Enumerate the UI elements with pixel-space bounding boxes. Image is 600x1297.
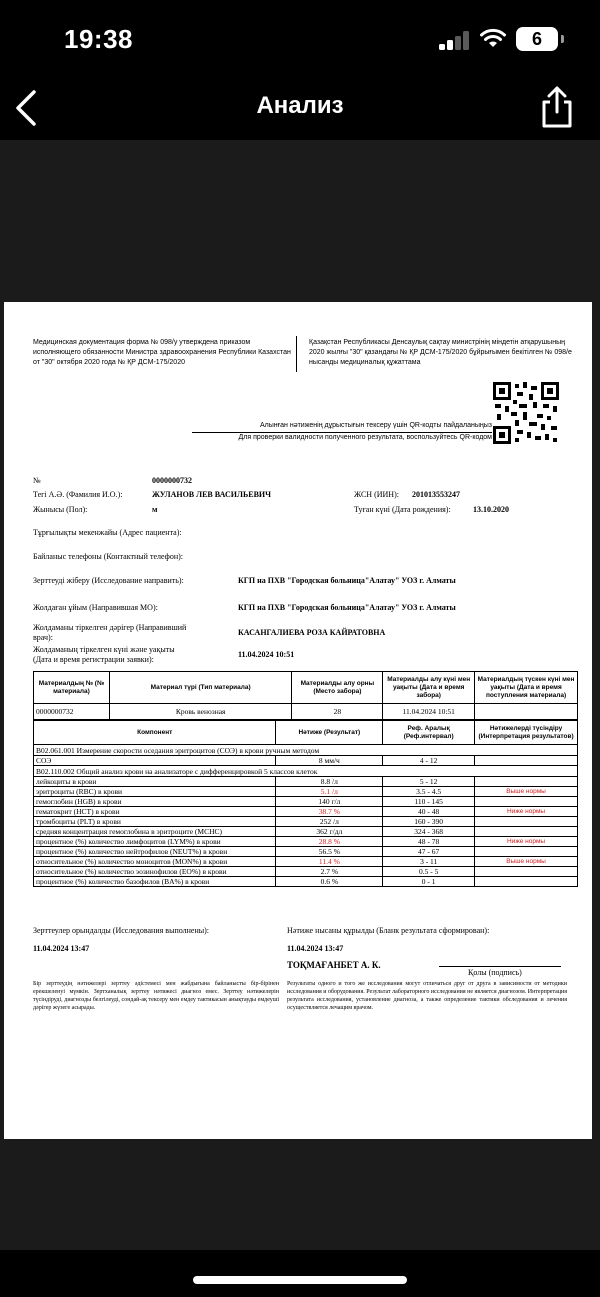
home-indicator[interactable] <box>193 1276 407 1284</box>
component-cell: лейкоциты в крови <box>34 777 276 787</box>
signature-line <box>439 966 561 967</box>
component-cell: относительное (%) количество моноцитов (MON%) в крови <box>34 857 276 867</box>
result-row <box>34 777 578 787</box>
reference-cell: 48 - 78 <box>383 837 475 847</box>
material-type-header: Материал түрі (Тип материала) <box>109 672 292 704</box>
material-date-cell: 11.04.2024 10:51 <box>383 704 475 720</box>
doctor-label <box>33 623 186 643</box>
reference-cell: 47 - 67 <box>383 847 475 857</box>
header-divider <box>296 336 297 372</box>
component-cell: СОЭ <box>34 756 276 766</box>
result-row <box>34 877 578 887</box>
referring-value: КГП на ПХВ "Городская больница"Алатау" УОЗ г. Алматы <box>238 603 456 612</box>
material-table-header <box>34 672 578 704</box>
phone-label: Байланыс телефоны (Контактный телефон): <box>33 552 183 561</box>
component-cell: относительное (%) количество эозинофилов (EO%) в крови <box>34 867 276 877</box>
nav-bar <box>0 80 600 138</box>
signal-icon <box>439 30 469 50</box>
result-row <box>34 857 578 867</box>
material-received-header: Материалдың түскен күні мен уақыты (Дата и время поступления материала) <box>475 672 578 704</box>
interpretation-cell: Выше нормы <box>475 787 578 797</box>
material-table-row <box>34 704 578 720</box>
footnote-ru: Результаты одного и того же исследования могут отличаться друг от друга в зависимости от методики исследования и оборудования. Результат лабораторного исследования не является диагнозом. Интерпретация результата исследования, установление диагноза, а также определение тактики обследования и лечения осуществляется лечащим врачом. <box>287 981 567 1011</box>
material-number-header: Материалдың № (№ материала) <box>34 672 110 704</box>
result-row <box>34 827 578 837</box>
reference-cell: 160 - 390 <box>383 817 475 827</box>
reference-cell: 5 - 12 <box>383 777 475 787</box>
done-date: 11.04.2024 13:47 <box>33 944 90 953</box>
material-table <box>33 671 578 720</box>
reference-cell: 110 - 145 <box>383 797 475 807</box>
result-cell: 8.8 /л <box>276 777 383 787</box>
result-cell: 8 мм/ч <box>276 756 383 766</box>
wifi-icon <box>479 27 507 49</box>
reference-cell: 0 - 1 <box>383 877 475 887</box>
name-label: Тегі А.Ә. (Фамилия И.О.): <box>33 490 123 499</box>
reg-label-line-1: Жолдаманың тіркелген күні және уақыты <box>33 645 175 654</box>
material-number-cell: 0000000732 <box>34 704 110 720</box>
material-date-header: Материалды алу күні мен уақыты (Дата и время забора) <box>383 672 475 704</box>
reference-cell: 4 - 12 <box>383 756 475 766</box>
reg-label-line-2: (Дата и время регистрации заявки): <box>33 655 154 664</box>
result-row <box>34 787 578 797</box>
done-label: Зерттеулер орындалды (Исследования выполнены): <box>33 926 209 935</box>
header-left-text: Медицинская документация форма № 098/у утверждена приказом исполняющего обязанности Министра здравоохранения Республики Казахстан от "30" октября 2020 года № ҚР ДСМ-175/2020 <box>33 339 291 366</box>
result-cell: 2.7 % <box>276 867 383 877</box>
result-cell: 56.5 % <box>276 847 383 857</box>
signature-label: Қолы (подпись) <box>468 968 522 977</box>
status-time: 19:38 <box>64 24 133 54</box>
result-cell: 0.6 % <box>276 877 383 887</box>
interpretation-cell <box>475 867 578 877</box>
interpretation-cell <box>475 827 578 837</box>
doctor-value: КАСАНГАЛИЕВА РОЗА КАЙРАТОВНА <box>238 628 386 637</box>
component-cell: процентное (%) количество лимфоцитов (LYM%) в крови <box>34 837 276 847</box>
result-cell: 362 г/дл <box>276 827 383 837</box>
name-value: ЖУЛАНОВ ЛЕВ ВАСИЛЬЕВИЧ <box>152 490 271 499</box>
component-cell: процентное (%) количество нейтрофилов (NEUT%) в крови <box>34 847 276 857</box>
result-cell: 140 г/л <box>276 797 383 807</box>
result-cell: 252 /л <box>276 817 383 827</box>
material-place-header: Материалды алу орны (Место забора) <box>292 672 383 704</box>
interpretation-cell: Ниже нормы <box>475 837 578 847</box>
interpretation-cell <box>475 817 578 827</box>
status-bar <box>0 0 600 80</box>
qr-note-kz: Алынған нәтиженің дұрыстығын тексеру үшін QR-кодты пайдаланыңыз <box>259 422 492 429</box>
interpretation-cell: Ниже нормы <box>475 807 578 817</box>
component-cell: процентное (%) количество базофилов (BA%) в крови <box>34 877 276 887</box>
result-cell: 5.1 /л <box>276 787 383 797</box>
analysis-document <box>4 302 592 1139</box>
interpretation-header: Нәтижелерді түсіндіру (Интерпретация результатов) <box>475 721 578 745</box>
sent-value: КГП на ПХВ "Городская больница"Алатау" УОЗ г. Алматы <box>238 576 456 585</box>
reference-cell: 3 - 11 <box>383 857 475 867</box>
results-table <box>33 720 578 887</box>
reference-cell: 40 - 48 <box>383 807 475 817</box>
result-row <box>34 817 578 827</box>
share-icon[interactable] <box>538 84 576 130</box>
material-place-cell: 28 <box>292 704 383 720</box>
section-row <box>34 745 578 756</box>
component-header: Компонент <box>34 721 276 745</box>
sex-label: Жынысы (Пол): <box>33 505 88 514</box>
section-row <box>34 766 578 777</box>
qr-code <box>493 382 559 444</box>
number-value: 0000000732 <box>152 476 192 485</box>
dob-label: Туған күні (Дата рождения): <box>354 505 451 514</box>
reg-label <box>33 645 175 665</box>
result-row <box>34 867 578 877</box>
interpretation-cell: Выше нормы <box>475 857 578 867</box>
result-cell: 38.7 % <box>276 807 383 817</box>
component-cell: гематокрит (HCT) в крови <box>34 807 276 817</box>
qr-note-ru: Для проверки валидности полученного результата, воспользуйтесь QR-кодом <box>192 432 492 441</box>
result-cell: 11.4 % <box>276 857 383 867</box>
battery-indicator: 6 <box>516 27 558 51</box>
number-label: № <box>33 476 41 485</box>
interpretation-cell <box>475 877 578 887</box>
section-title: B02.061.001 Измерение скорости оседания эритроцитов (СОЭ) в крови ручным методом <box>34 745 578 756</box>
iin-label: ЖСН (ИИН): <box>354 490 399 499</box>
material-received-cell <box>475 704 578 720</box>
header-right-text: Қазақстан Республикасы Денсаулық сақтау министрінің міндетін атқарушының 2020 жылғы "30" қазандағы № ҚР ДСМ-175/2020 бұйрығымен бекітілген № 098/е нысанды медициналық құжаттама <box>309 339 572 366</box>
document-viewer[interactable] <box>0 140 600 1250</box>
result-row <box>34 797 578 807</box>
section-title: B02.110.002 Общий анализ крови на анализаторе с дифференцировкой 5 классов клеток <box>34 766 578 777</box>
signer-name: ТОҚМАҒАНБЕТ А. К. <box>287 960 381 970</box>
doctor-label-line-1: Жолдаманы тіркелген дәрігер (Направивший <box>33 623 187 632</box>
result-header: Нәтиже (Результат) <box>276 721 383 745</box>
result-row <box>34 756 578 766</box>
address-label: Тұрғылықты мекенжайы (Адрес пациента): <box>33 528 182 537</box>
material-type-cell: Кровь венозная <box>109 704 292 720</box>
referring-label: Жолдаған ұйым (Направившая МО): <box>33 603 158 612</box>
reg-date-value: 11.04.2024 10:51 <box>238 650 295 659</box>
doctor-label-line-2: врач): <box>33 633 53 642</box>
dob-value: 13.10.2020 <box>473 505 509 514</box>
result-cell: 28.8 % <box>276 837 383 847</box>
sex-value: м <box>152 505 158 514</box>
result-row <box>34 807 578 817</box>
formed-label: Нәтиже нысаны құрылды (Бланк результата сформирован): <box>287 926 490 935</box>
reference-header: Реф. Аралық (Реф.интервал) <box>383 721 475 745</box>
results-table-header <box>34 721 578 745</box>
component-cell: эритроциты (RBC) в крови <box>34 787 276 797</box>
sent-label: Зерттеуді жіберу (Исследование направить): <box>33 576 184 585</box>
iin-value: 201013553247 <box>412 490 460 499</box>
battery-nub <box>561 35 564 43</box>
interpretation-cell <box>475 797 578 807</box>
component-cell: гемоглобин (HGB) в крови <box>34 797 276 807</box>
reference-cell: 0.5 - 5 <box>383 867 475 877</box>
interpretation-cell <box>475 777 578 787</box>
footnote-kz: Бір зерттеудің нәтижелері зерттеу әдістемесі мен жабдығына байланысты бір-бірінен ерекшеленуі мүмкін. Зертханалық зерттеу нәтижесі диагноз емес. Зерттеу нәтижелерін түсіндіруді, диагнозды белгілеуді, сондай-ақ тексеру мен емдеу тактикасын анықтауды емдеуші дәрігер жүзеге асырады. <box>33 981 279 1011</box>
result-row <box>34 837 578 847</box>
component-cell: тромбоциты (PLT) в крови <box>34 817 276 827</box>
component-cell: средняя концентрация гемоглобина в эритроците (MCHC) <box>34 827 276 837</box>
interpretation-cell <box>475 756 578 766</box>
result-row <box>34 847 578 857</box>
reference-cell: 324 - 368 <box>383 827 475 837</box>
page-title: Анализ <box>256 92 344 119</box>
reference-cell: 3.5 - 4.5 <box>383 787 475 797</box>
formed-date: 11.04.2024 13:47 <box>287 944 344 953</box>
interpretation-cell <box>475 847 578 857</box>
